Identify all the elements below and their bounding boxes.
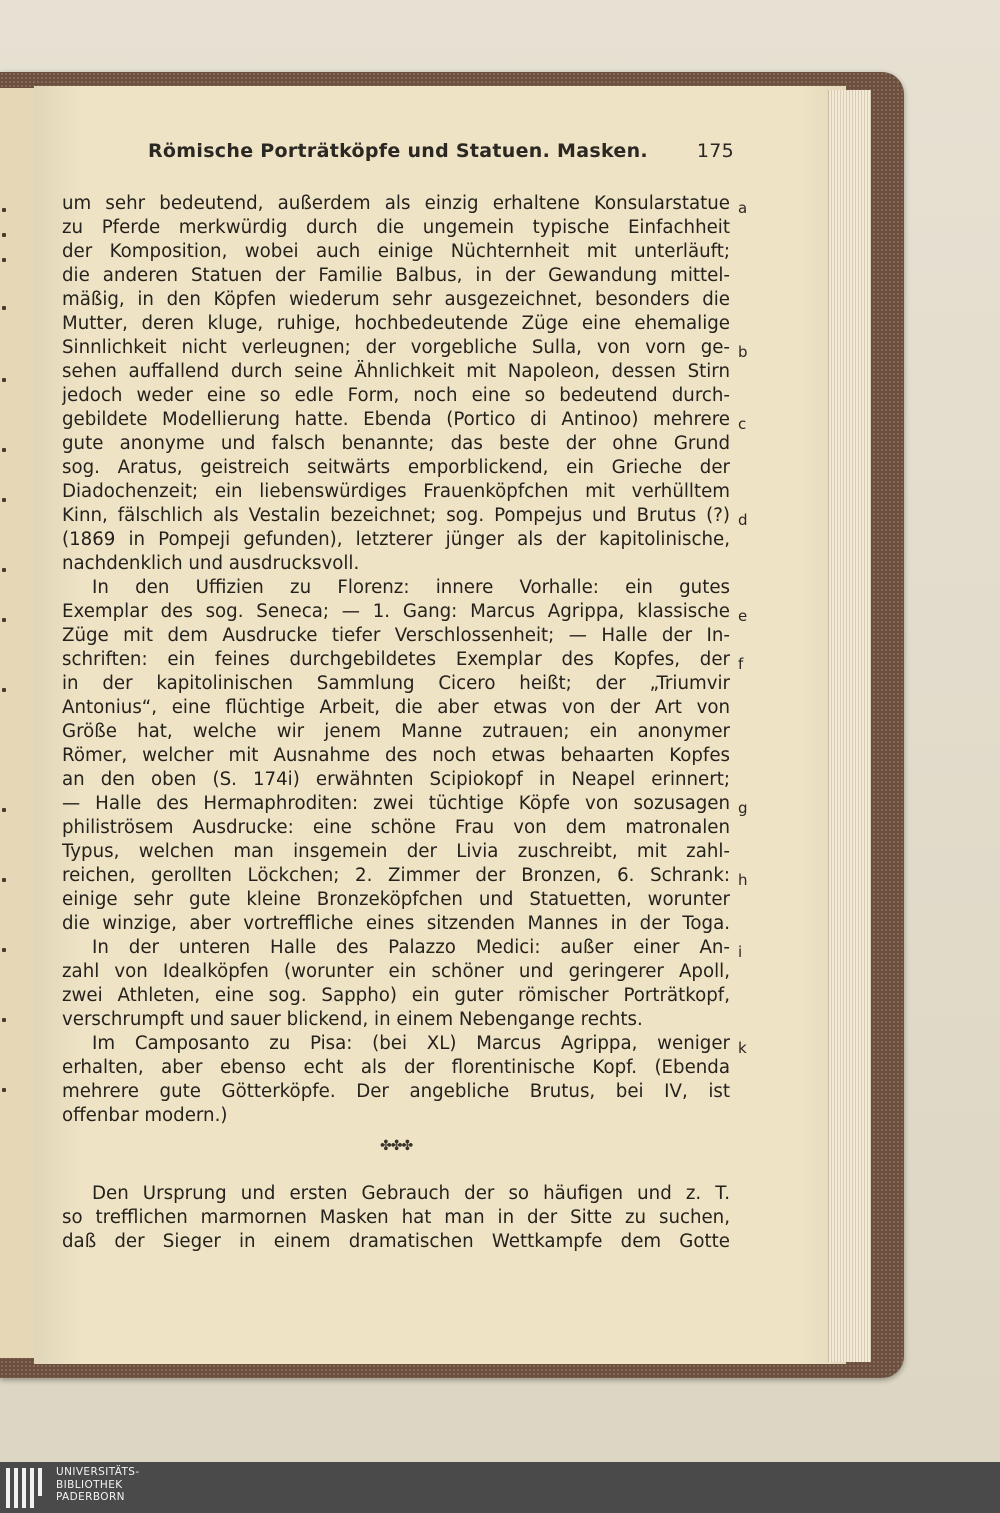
page-stack-edges — [828, 90, 871, 1362]
text-line: Exemplar des sog. Seneca; — 1. Gang: Marcus Agrippa, klassische — [62, 601, 730, 622]
margin-letter: k — [738, 1039, 747, 1057]
text-line: offenbar modern.) — [62, 1105, 228, 1126]
text-line: Mutter, deren kluge, ruhige, hochbedeutende Züge eine ehemalige — [62, 313, 730, 334]
text-line: sog. Aratus, geistreich seitwärts emporblickend, ein Grieche der — [62, 457, 730, 478]
text-line: verschrumpft und sauer blickend, in einem Nebengange rechts. — [62, 1009, 643, 1030]
text-line: In der unteren Halle des Palazzo Medici: außer einer An- — [92, 937, 730, 958]
text-line: — Halle des Hermaphroditen: zwei tüchtige Köpfe von sozusagen — [62, 793, 730, 814]
text-line: (1869 in Pompeji gefunden), letzterer jünger als der kapitolinische, — [62, 529, 730, 550]
text-line: sehen auffallend durch seine Ähnlichkeit mit Napoleon, dessen Stirn — [62, 361, 730, 382]
page-title: Römische Porträtköpfe und Statuen. Masken. — [148, 140, 648, 162]
text-line: nachdenklich und ausdrucksvoll. — [62, 553, 360, 574]
text-line: Züge mit dem Ausdrucke tiefer Verschlossenheit; — Halle der In- — [62, 625, 730, 646]
library-name — [56, 1466, 140, 1504]
text-line: Typus, welchen man insgemein der Livia zuschreibt, mit zahl- — [62, 841, 730, 862]
text-line: einige sehr gute kleine Bronzeköpfchen und Statuetten, worunter — [62, 889, 730, 910]
text-line: gute anonyme und falsch benannte; das beste der ohne Grund — [62, 433, 730, 454]
text-line: an den oben (S. 174i) erwähnten Scipiokopf in Neapel erinnert; — [62, 769, 730, 790]
text-line: mehrere gute Götterköpfe. Der angebliche Brutus, bei IV, ist — [62, 1081, 730, 1102]
margin-letter: h — [738, 871, 748, 889]
library-footer — [0, 1462, 1000, 1513]
margin-letter: f — [738, 655, 744, 673]
text-line: Kinn, fälschlich als Vestalin bezeichnet; sog. Pompejus und Brutus (?) — [62, 505, 730, 526]
text-line: zu Pferde merkwürdig durch die ungemein typische Einfachheit — [62, 217, 730, 238]
text-line: um sehr bedeutend, außerdem als einzig erhaltene Konsularstatue — [62, 193, 730, 214]
margin-letter: i — [738, 943, 743, 961]
margin-letter: g — [738, 799, 748, 817]
previous-page-edge — [0, 88, 35, 1358]
page-number: 175 — [696, 140, 734, 162]
text-line: die winzige, aber vortreffliche eines sitzenden Mannes in der Toga. — [62, 913, 730, 934]
text-line: Den Ursprung und ersten Gebrauch der so häufigen und z. T. — [92, 1183, 730, 1204]
margin-letter: a — [738, 199, 748, 217]
text-line: der Komposition, wobei auch einige Nüchternheit mit unterläuft; — [62, 241, 730, 262]
text-line: in der kapitolinischen Sammlung Cicero heißt; der „Triumvir — [62, 673, 730, 694]
text-line: reichen, gerollten Löckchen; 2. Zimmer der Bronzen, 6. Schrank: — [62, 865, 730, 886]
text-line: mäßig, in den Köpfen wiederum sehr ausgezeichnet, besonders die — [62, 289, 730, 310]
text-line: zahl von Idealköpfen (worunter ein schöner und geringerer Apoll, — [62, 961, 730, 982]
library-name-line: BIBLIOTHEK — [56, 1478, 123, 1491]
text-line: Diadochenzeit; ein liebenswürdiges Frauenköpfchen mit verhülltem — [62, 481, 730, 502]
text-line: Römer, welcher mit Ausnahme des noch etwas behaarten Kopfes — [62, 745, 730, 766]
text-line: Antonius“, eine flüchtige Arbeit, die aber etwas von der Art von — [62, 697, 730, 718]
text-line: Sinnlichkeit nicht verleugnen; der vorgebliche Sulla, von vorn ge- — [62, 337, 730, 358]
text-line: zwei Athleten, eine sog. Sappho) ein guter römischer Porträtkopf, — [62, 985, 730, 1006]
library-logo-icon — [6, 1468, 48, 1508]
text-line: so trefflichen marmornen Masken hat man in der Sitte zu suchen, — [62, 1207, 730, 1228]
running-header — [120, 140, 740, 170]
text-line: daß der Sieger in einem dramatischen Wettkampfe dem Gotte — [62, 1231, 730, 1252]
margin-letter: d — [738, 511, 748, 529]
text-line: gebildete Modellierung hatte. Ebenda (Portico di Antinoo) mehrere — [62, 409, 730, 430]
text-line: jedoch weder eine so edle Form, noch eine so bedeutend durch- — [62, 385, 730, 406]
margin-letter: c — [738, 415, 747, 433]
library-name-line: PADERBORN — [56, 1491, 125, 1503]
text-line: schriften: ein feines durchgebildetes Exemplar des Kopfes, der — [62, 649, 730, 670]
text-line: Größe hat, welche wir jenem Manne zutrauen; ein anonymer — [62, 721, 730, 742]
text-line: philiströsem Ausdrucke: eine schöne Frau von dem matronalen — [62, 817, 730, 838]
text-line: In den Uffizien zu Florenz: innere Vorhalle: ein gutes — [92, 577, 730, 598]
margin-letter: e — [738, 607, 748, 625]
margin-letter: b — [738, 343, 748, 361]
previous-page-text-fragments — [0, 88, 10, 1358]
text-line: die anderen Statuen der Familie Balbus, in der Gewandung mittel- — [62, 265, 730, 286]
library-name-line: UNIVERSITÄTS- — [56, 1466, 140, 1478]
text-line: erhalten, aber ebenso echt als der florentinische Kopf. (Ebenda — [62, 1057, 730, 1078]
section-separator: ✤✤✤ — [380, 1138, 413, 1154]
text-line: Im Camposanto zu Pisa: (bei XL) Marcus Agrippa, weniger — [92, 1033, 730, 1054]
